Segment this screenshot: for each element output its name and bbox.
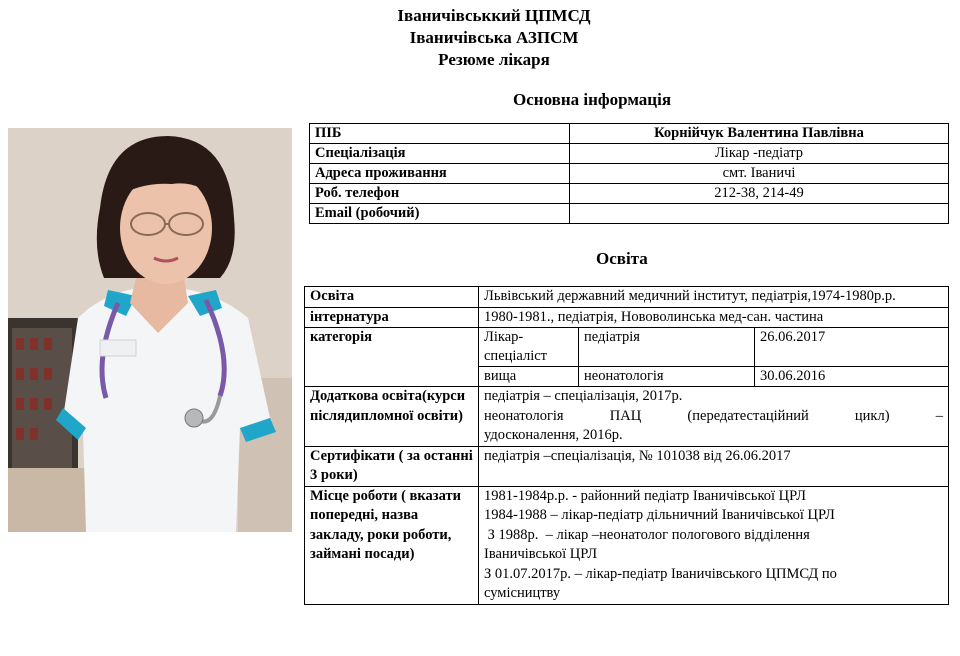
- category-label: категорія: [305, 328, 479, 387]
- category-field: неонатологія: [579, 367, 755, 387]
- main-info-table: [309, 123, 949, 224]
- address-value: смт. Іваничі: [570, 164, 949, 184]
- additional-line: неонатологія ПАЦ (передатестаційний цикл) –: [484, 407, 943, 424]
- category-cell: [479, 328, 949, 387]
- table-row: [479, 328, 948, 367]
- table-row: [479, 367, 948, 387]
- category-level: Лікар-спеціаліст: [479, 328, 579, 367]
- education-table: [304, 286, 949, 605]
- additional-line: педіатрія – спеціалізація, 2017р.: [484, 388, 683, 404]
- additional-education-value: [479, 387, 949, 447]
- subdivision-title: Іваничівська АЗПСМ: [409, 28, 579, 47]
- education-label: Освіта: [305, 287, 479, 308]
- work-line: 1981-1984р.р. - районний педіатр Іваничівської ЦРЛ: [484, 487, 806, 504]
- certificates-value: педіатрія –спеціалізація, № 101038 від 26.06.2017: [479, 446, 949, 486]
- table-row: [310, 144, 949, 164]
- document-title: Резюме лікаря: [438, 50, 550, 69]
- table-row: [305, 307, 949, 328]
- additional-line: удосконалення, 2016р.: [484, 427, 623, 443]
- additional-education-label: Додаткова освіта(курси післядипломної освіти): [305, 387, 479, 447]
- table-row: [305, 387, 949, 447]
- name-label: ПІБ: [310, 124, 570, 144]
- table-row: [310, 204, 949, 224]
- phone-label: Роб. телефон: [310, 184, 570, 204]
- address-label: Адреса проживання: [310, 164, 570, 184]
- work-history-label: Місце роботи ( вказати попередні, назва закладу, роки роботи, займані посади): [305, 486, 479, 604]
- education-value: Львівський державний медичний інститут, педіатрія,1974-1980р.р.: [479, 287, 949, 308]
- category-field: педіатрія: [579, 328, 755, 367]
- table-row: [305, 287, 949, 308]
- certificates-label: Сертифікати ( за останні 3 роки): [305, 446, 479, 486]
- table-row: [305, 446, 949, 486]
- work-line: сумісництву: [484, 585, 561, 601]
- main-info-heading: Основна інформація: [513, 90, 672, 109]
- work-line: З 1988р. – лікар –неонатолог пологового відділення: [484, 526, 810, 543]
- phone-value: 212-38, 214-49: [570, 184, 949, 204]
- name-value: Корнійчук Валентина Павлівна: [570, 124, 949, 144]
- table-row: [305, 486, 949, 604]
- email-value: [570, 204, 949, 224]
- table-row: [310, 184, 949, 204]
- category-table: [479, 328, 948, 386]
- work-line: З 01.07.2017р. – лікар-педіатр Іваничівського ЦПМСД по: [484, 565, 837, 582]
- email-label: Email (робочий): [310, 204, 570, 224]
- category-date: 26.06.2017: [755, 328, 949, 367]
- specialization-value: Лікар -педіатр: [570, 144, 949, 164]
- table-row: [310, 164, 949, 184]
- category-level: вища: [479, 367, 579, 387]
- doctor-photo: [8, 128, 292, 532]
- table-row: [305, 328, 949, 387]
- institution-title: Іваничівськкий ЦПМСД: [397, 6, 591, 25]
- work-line: 1984-1988 – лікар-педіатр дільничний Іваничівської ЦРЛ: [484, 507, 835, 523]
- education-heading: Освіта: [596, 249, 648, 268]
- table-row: [310, 124, 949, 144]
- work-line: Іваничівської ЦРЛ: [484, 546, 598, 562]
- internship-label: інтернатура: [305, 307, 479, 328]
- specialization-label: Спеціалізація: [310, 144, 570, 164]
- category-date: 30.06.2016: [760, 368, 826, 384]
- work-history-value: [479, 486, 949, 604]
- internship-value: 1980-1981., педіатрія, Нововолинська мед-сан. частина: [479, 307, 949, 328]
